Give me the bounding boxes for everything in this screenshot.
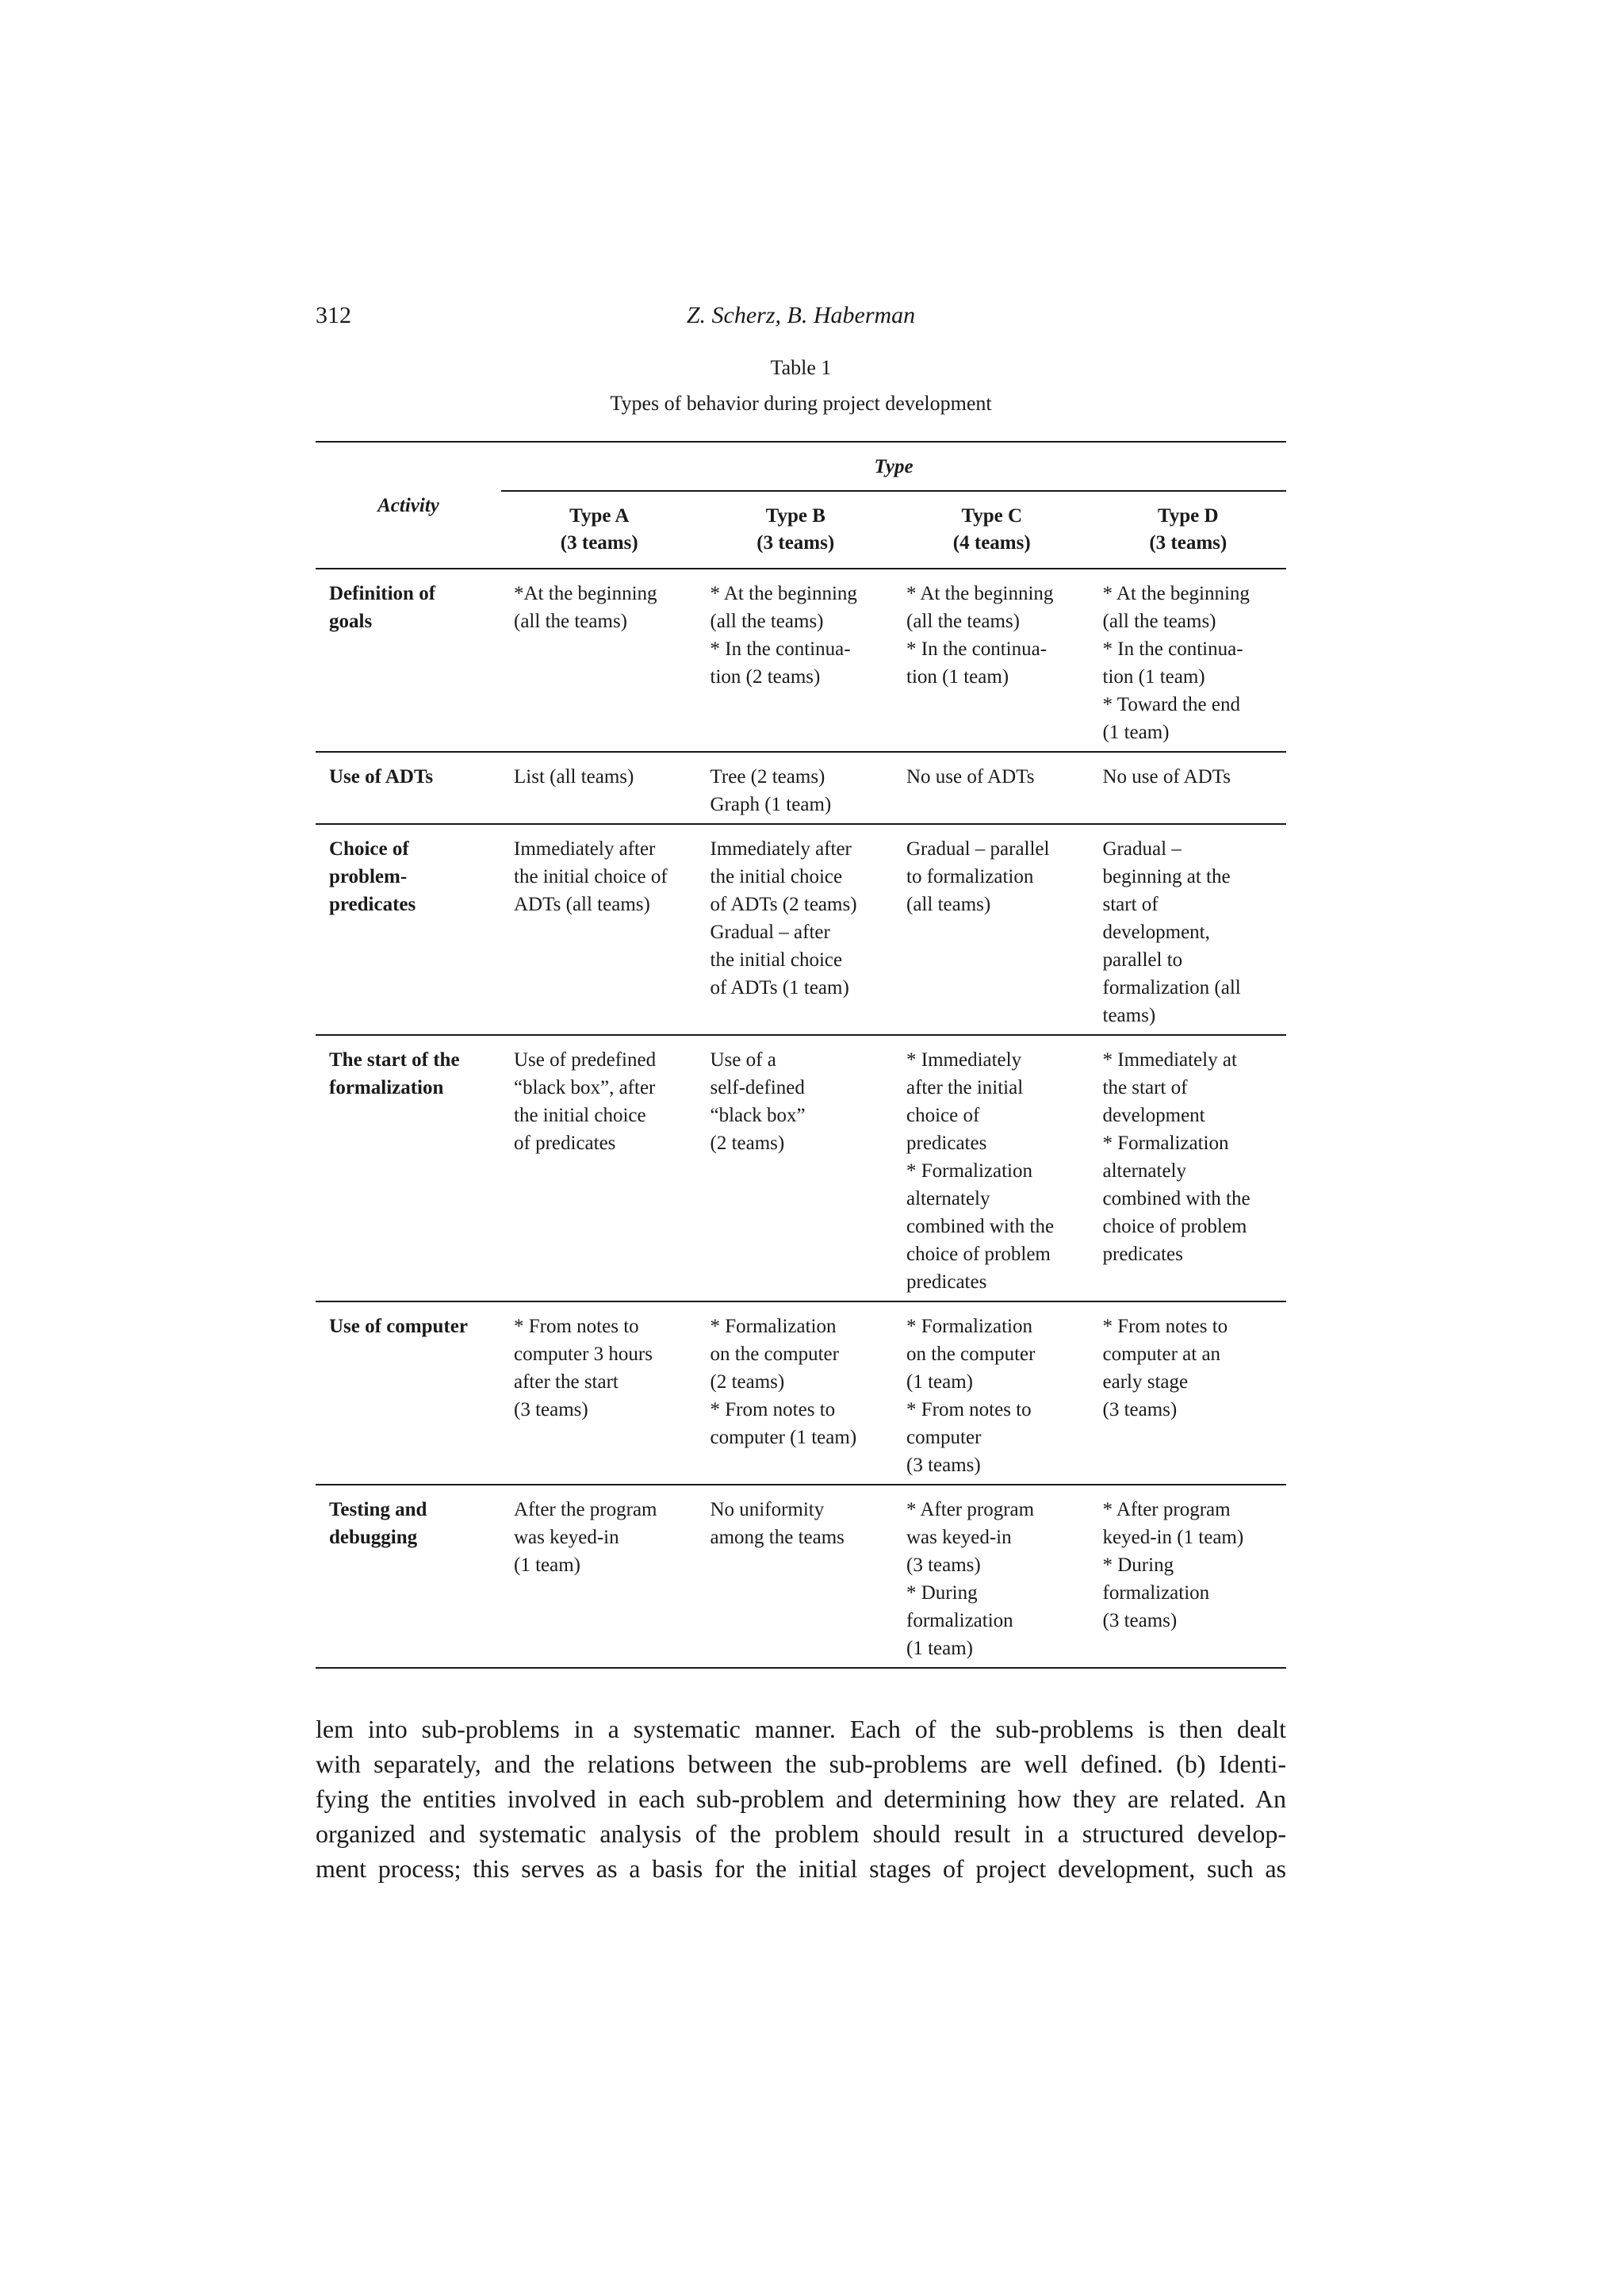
table-cell: After the program was keyed-in (1 team) [501, 1485, 698, 1668]
activity-column-header: Activity [316, 442, 501, 569]
table-row [316, 569, 1286, 752]
row-activity-label: Use of computer [316, 1301, 501, 1485]
type-c-header: Type C (4 teams) [894, 491, 1090, 569]
table-cell: *At the beginning (all the teams) [501, 569, 698, 752]
table-cell: Tree (2 teams) Graph (1 team) [698, 752, 894, 824]
table-cell: * Immediately after the initial choice of predicates * Formalization alternately combined with the choice of problem predicates [894, 1035, 1090, 1301]
row-activity-label: The start of the formalization [316, 1035, 501, 1301]
table-cell: * From notes to computer 3 hours after the start (3 teams) [501, 1301, 698, 1485]
body-text-line: lem into sub-problems in a systematic manner. Each of the sub-problems is then dealt [316, 1715, 1286, 1743]
behavior-table [316, 441, 1286, 1669]
row-activity-label: Choice of problem- predicates [316, 824, 501, 1035]
table-cell: * Immediately at the start of development * Formalization alternately combined with the choice of problem predicates [1090, 1035, 1287, 1301]
body-text-line: ment process; this serves as a basis for the initial stages of project development, such as [316, 1854, 1286, 1883]
body-paragraph [316, 1711, 1286, 1886]
row-activity-label: Use of ADTs [316, 752, 501, 824]
type-b-header: Type B (3 teams) [698, 491, 894, 569]
table-cell: * At the beginning (all the teams) * In the continua- tion (1 team) [894, 569, 1090, 752]
table-cell: Immediately after the initial choice of ADTs (all teams) [501, 824, 698, 1035]
type-d-header: Type D (3 teams) [1090, 491, 1287, 569]
table-cell: List (all teams) [501, 752, 698, 824]
row-activity-label: Testing and debugging [316, 1485, 501, 1668]
page-header [316, 302, 1286, 337]
table-cell: Gradual – parallel to formalization (all teams) [894, 824, 1090, 1035]
table-row [316, 1485, 1286, 1668]
body-text-line: fying the entities involved in each sub-problem and determining how they are related. An [316, 1784, 1286, 1813]
table-cell: Use of a self-defined “black box” (2 teams) [698, 1035, 894, 1301]
table-cell: No uniformity among the teams [698, 1485, 894, 1668]
table-row [316, 824, 1286, 1035]
type-group-header: Type [501, 442, 1286, 491]
table-cell: * At the beginning (all the teams) * In the continua- tion (2 teams) [698, 569, 894, 752]
table-cell: * Formalization on the computer (2 teams) * From notes to computer (1 team) [698, 1301, 894, 1485]
type-a-header: Type A (3 teams) [501, 491, 698, 569]
running-head-authors: Z. Scherz, B. Haberman [686, 302, 916, 328]
table-number: Table 1 [770, 356, 832, 379]
table-cell: Immediately after the initial choice of ADTs (2 teams) Gradual – after the initial choice of ADTs (1 team) [698, 824, 894, 1035]
table-cell: * From notes to computer at an early stage (3 teams) [1090, 1301, 1287, 1485]
table-cell: Gradual – beginning at the start of development, parallel to formalization (all teams) [1090, 824, 1287, 1035]
table-header-row [316, 442, 1286, 491]
table-cell: * At the beginning (all the teams) * In the continua- tion (1 team) * Toward the end (1 team) [1090, 569, 1287, 752]
row-activity-label: Definition of goals [316, 569, 501, 752]
table-row [316, 1035, 1286, 1301]
table-cell: No use of ADTs [894, 752, 1090, 824]
table-cell: No use of ADTs [1090, 752, 1287, 824]
table-cell: * Formalization on the computer (1 team) * From notes to computer (3 teams) [894, 1301, 1090, 1485]
table-title: Types of behavior during project development [610, 392, 992, 415]
body-text-line: organized and systematic analysis of the problem should result in a structured develop- [316, 1819, 1286, 1848]
table-cell: * After program keyed-in (1 team) * During formalization (3 teams) [1090, 1485, 1287, 1668]
table-row [316, 752, 1286, 824]
table-cell: * After program was keyed-in (3 teams) * During formalization (1 team) [894, 1485, 1090, 1668]
page-number: 312 [316, 302, 351, 328]
table-row [316, 1301, 1286, 1485]
table-cell: Use of predefined “black box”, after the initial choice of predicates [501, 1035, 698, 1301]
body-text-line: with separately, and the relations between the sub-problems are well defined. (b) Identi- [316, 1750, 1286, 1778]
